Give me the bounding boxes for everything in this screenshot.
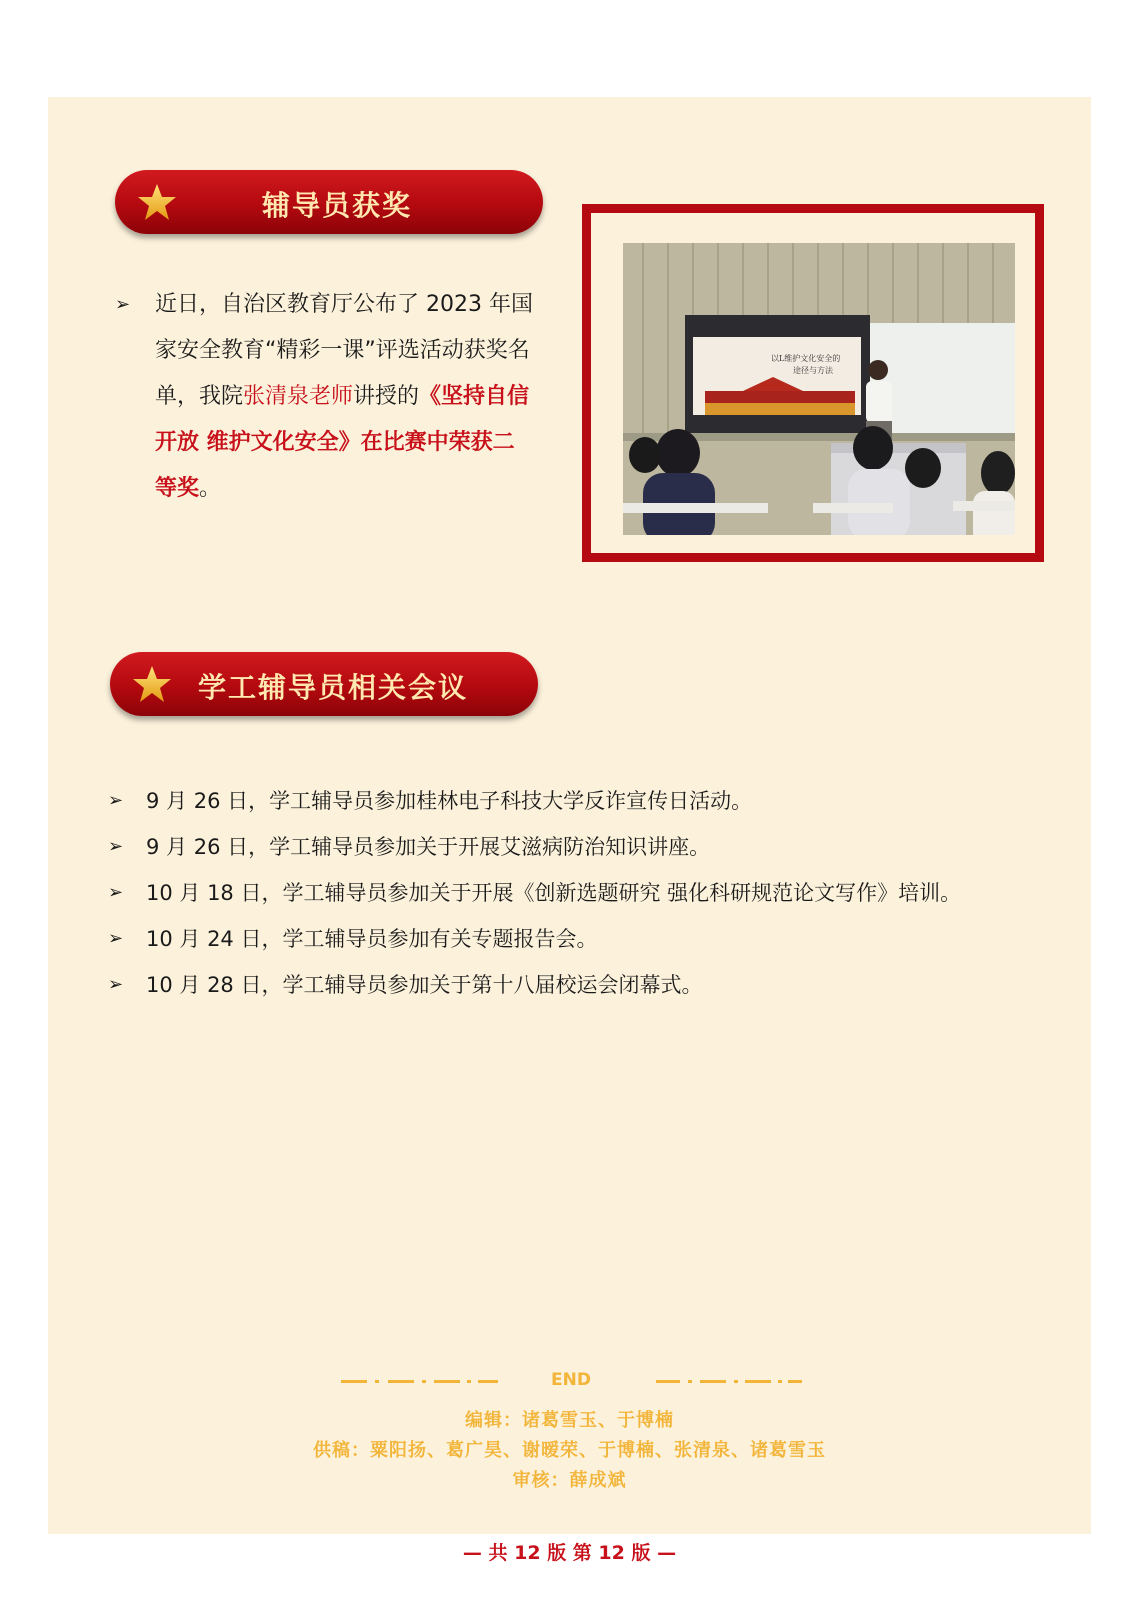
lecture-photo bbox=[623, 243, 1015, 535]
teacher-name: 张清泉老师 bbox=[243, 384, 354, 409]
divider-dash bbox=[788, 1380, 802, 1383]
page-number: — 共 12 版 第 12 版 — bbox=[462, 1542, 677, 1564]
photo-mat bbox=[591, 213, 1035, 553]
meeting-list bbox=[108, 784, 1038, 1014]
arrow-bullet-icon: ➢ bbox=[108, 974, 124, 995]
award-paragraph bbox=[115, 282, 535, 512]
end-label: END bbox=[551, 1370, 591, 1390]
divider-dash bbox=[478, 1380, 498, 1383]
divider-dot bbox=[778, 1380, 782, 1383]
list-item bbox=[108, 876, 1038, 922]
star-icon bbox=[137, 182, 177, 222]
divider-dot bbox=[422, 1380, 426, 1383]
section-title: 辅导员获奖 bbox=[262, 189, 413, 222]
divider-dash bbox=[388, 1380, 414, 1383]
arrow-bullet-icon: ➢ bbox=[108, 928, 124, 949]
arrow-bullet-icon: ➢ bbox=[108, 790, 124, 811]
award-text-mid: 讲授的 bbox=[353, 384, 420, 409]
list-item bbox=[108, 922, 1038, 968]
slide-text-2: 途径与方法 bbox=[793, 366, 833, 375]
lecture-photo-illustration bbox=[623, 243, 1015, 535]
editor-credit: 编辑：诸葛雪玉、于博楠 bbox=[465, 1410, 674, 1431]
meeting-text: 10 月 24 日，学工辅导员参加有关专题报告会。 bbox=[146, 927, 598, 951]
list-item bbox=[108, 968, 1038, 1014]
section-banner-meetings bbox=[110, 652, 538, 716]
divider-dot bbox=[467, 1380, 471, 1383]
course-title: 《坚持自信开放 维护文化安全》在比赛中荣获二等奖 bbox=[155, 384, 530, 501]
divider-dash bbox=[341, 1380, 367, 1383]
list-item bbox=[108, 830, 1038, 876]
award-text-end: 。 bbox=[199, 476, 222, 501]
award-text-intro: 近日，自治区教育厅公布了 2023 年国家安全教育“精彩一课”评选活动获奖名单，我院 bbox=[155, 292, 533, 409]
end-divider bbox=[0, 1366, 1139, 1396]
divider-dash bbox=[745, 1380, 771, 1383]
meeting-text: 10 月 18 日，学工辅导员参加关于开展《创新选题研究 强化科研规范论文写作》培训。 bbox=[146, 881, 962, 905]
divider-dot bbox=[375, 1380, 379, 1383]
divider-dot bbox=[688, 1380, 692, 1383]
slide-text-1: 以L维护文化安全的 bbox=[771, 354, 841, 363]
arrow-bullet-icon: ➢ bbox=[108, 836, 124, 857]
meeting-text: 10 月 28 日，学工辅导员参加关于第十八届校运会闭幕式。 bbox=[146, 973, 703, 997]
meeting-text: 9 月 26 日，学工辅导员参加关于开展艾滋病防治知识讲座。 bbox=[146, 835, 711, 859]
arrow-bullet-icon: ➢ bbox=[115, 294, 131, 315]
reviewer-credit: 审核：薛成斌 bbox=[512, 1470, 627, 1491]
section-banner-award bbox=[115, 170, 543, 234]
meeting-text: 9 月 26 日，学工辅导员参加桂林电子科技大学反诈宣传日活动。 bbox=[146, 789, 753, 813]
divider-dash bbox=[434, 1380, 460, 1383]
photo-frame bbox=[582, 204, 1044, 562]
divider-dot bbox=[734, 1380, 738, 1383]
list-item bbox=[108, 784, 1038, 830]
arrow-bullet-icon: ➢ bbox=[108, 882, 124, 903]
divider-dash bbox=[656, 1380, 680, 1383]
star-icon bbox=[132, 664, 172, 704]
divider-dash bbox=[700, 1380, 726, 1383]
section-title: 学工辅导员相关会议 bbox=[198, 671, 469, 704]
contributors-credit: 供稿：粟阳扬、葛广昊、谢暧荣、于博楠、张清泉、诸葛雪玉 bbox=[313, 1440, 826, 1461]
